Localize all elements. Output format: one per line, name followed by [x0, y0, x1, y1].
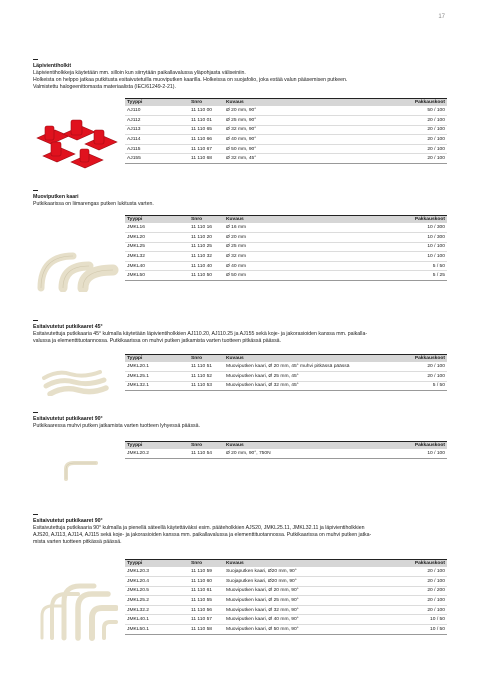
header-pakkauskoot: Pakkauskoot: [336, 99, 447, 107]
cell-snro: 11 110 40: [189, 261, 224, 271]
table-row: [125, 135, 447, 145]
cell-type: JMKL40.1: [125, 615, 189, 625]
cell-desc: Ø 40 mm, 90°: [224, 135, 336, 145]
product-image-45-bends: [40, 366, 110, 396]
section-putkikaaret-90-b: [33, 514, 447, 546]
cell-pack: 10 / 300: [316, 232, 447, 242]
cell-pack: 5 / 25: [316, 271, 447, 281]
cell-desc: Ø 32 mm, 90°: [224, 125, 336, 135]
section-desc-line: AJS20, AJ113, AJ114, AJ115 sekä koje- ja jakorasioiden kanssa mm. paikallavalussa ja elementtituotannossa. Putkikaarissa on muhvi putken jatka-: [33, 531, 372, 538]
table-row: [125, 242, 447, 252]
cell-type: JMKL32: [125, 252, 189, 262]
cell-type: JMKL50.1: [125, 624, 189, 634]
cell-type: JMKL20: [125, 232, 189, 242]
table-header-row: [125, 99, 447, 107]
cell-snro: 11 110 60: [189, 576, 224, 586]
cell-desc: Ø 20 mm: [224, 232, 316, 242]
table-row: [125, 615, 447, 625]
header-kuvaus: Kuvaus: [224, 216, 316, 224]
table-row: [125, 449, 447, 458]
cell-desc: Ø 20 mm, 90°, 750N: [224, 449, 355, 458]
table-row: [125, 144, 447, 154]
cell-pack: 10 / 50: [378, 624, 447, 634]
header-snro: Snro: [189, 99, 224, 107]
cell-desc: Muoviputken kaari, Ø 32 mm, 90°: [224, 605, 378, 615]
cell-pack: 20 / 100: [336, 135, 447, 145]
section-desc-line: Valmistettu halogeenittomasta materiaalista (IEC/61249-2-21).: [33, 83, 176, 90]
section-title: Muoviputken kaari: [33, 194, 79, 200]
cell-type: AJ110: [125, 106, 189, 115]
cell-desc: Suojaputken kaari, Ø20 mm, 90°: [224, 567, 378, 576]
cell-desc: Muoviputken kaari, Ø 20 mm, 90°: [224, 586, 378, 596]
header-pakkauskoot: Pakkauskoot: [378, 560, 447, 568]
cell-type: AJ113: [125, 125, 189, 135]
cell-pack: 20 / 100: [378, 605, 447, 615]
cell-pack: 20 / 100: [400, 371, 447, 381]
cell-type: AJ155: [125, 154, 189, 164]
header-pakkauskoot: Pakkauskoot: [316, 216, 447, 224]
section-desc-line: valussa ja elementtituotannossa. Putkikaarissa on muhvi putken jatkamista varten tuotteen pitkässä päässä.: [33, 337, 281, 344]
section-desc-line: Putkikaaressa muhvi putken jatkamista varten tuotteen lyhyessä päässä.: [33, 422, 200, 429]
table-row: [125, 624, 447, 634]
cell-snro: 11 110 54: [189, 449, 224, 458]
section-marker: [33, 59, 38, 60]
cell-snro: 11 110 55: [189, 596, 224, 606]
cell-type: AJ115: [125, 144, 189, 154]
cell-desc: Ø 20 mm, 90°: [224, 106, 336, 115]
header-tyyppi: Tyyppi: [125, 216, 189, 224]
cell-pack: 20 / 100: [378, 596, 447, 606]
product-image-90-bend: [60, 457, 100, 481]
cell-desc: Ø 16 mm: [224, 223, 316, 232]
header-pakkauskoot: Pakkauskoot: [400, 355, 447, 363]
table-row: [125, 596, 447, 606]
section-title: Esitaivutetut putkikaaret 90°: [33, 416, 103, 422]
section-marker: [33, 514, 38, 515]
cell-type: JMKL20.1: [125, 362, 189, 371]
cell-snro: 11 110 53: [189, 381, 224, 391]
table-header-row: [125, 216, 447, 224]
cell-type: JMKL40: [125, 261, 189, 271]
cell-type: JMKL50: [125, 271, 189, 281]
cell-desc: Ø 50 mm, 90°: [224, 144, 336, 154]
cell-pack: 5 / 50: [316, 261, 447, 271]
cell-snro: 11 110 67: [189, 144, 224, 154]
section-desc-line: Esitaivutettuja putkikaaria 45° kulmalla käytetään läpivientiholkkien AJ110.20, AJ110.25 ja AJ155 sekä koje- ja jakorasioiden kanssa mm. paikalla-: [33, 330, 368, 337]
section-desc-line: Esitaivutettuja putkikaaria 90° kulmalla ja pienellä säteellä käytettäväksi esim. pääteholkkien AJS20, JMKL25.11, JMKL32.11 ja läpivientiholkkien: [33, 524, 365, 531]
cell-desc: Muoviputken kaari, Ø 20 mm, 45° muhvi pitkässä päässä: [224, 362, 400, 371]
cell-snro: 11 110 01: [189, 115, 224, 125]
cell-snro: 11 110 57: [189, 615, 224, 625]
product-image-90-bends-set: [34, 572, 118, 642]
section-desc-line: Läpivientiholkkeja käytetään mm. silloin kun siirrytään paikallavalussa yläpohjasta väliseiniin.: [33, 69, 246, 76]
table-row: [125, 261, 447, 271]
cell-snro: 11 110 32: [189, 252, 224, 262]
cell-pack: 10 / 50: [378, 615, 447, 625]
cell-pack: 10 / 100: [316, 252, 447, 262]
table-putkikaaret-90-a: [125, 441, 447, 459]
header-pakkauskoot: Pakkauskoot: [355, 442, 447, 450]
cell-desc: Muoviputken kaari, Ø 40 mm, 90°: [224, 615, 378, 625]
table-muoviputken-kaari: [125, 215, 447, 281]
cell-pack: 20 / 100: [336, 144, 447, 154]
cell-snro: 11 110 66: [189, 135, 224, 145]
cell-pack: 5 / 50: [400, 381, 447, 391]
section-marker: [33, 320, 38, 321]
cell-type: JMKL32.1: [125, 381, 189, 391]
cell-type: JMKL32.2: [125, 605, 189, 615]
table-row: [125, 271, 447, 281]
table-row: [125, 223, 447, 232]
table-row: [125, 252, 447, 262]
section-putkikaaret-45: [33, 320, 447, 345]
cell-pack: 10 / 300: [316, 223, 447, 232]
cell-pack: 10 / 100: [316, 242, 447, 252]
section-marker: [33, 412, 38, 413]
cell-pack: 20 / 100: [378, 567, 447, 576]
page-number: 17: [438, 14, 445, 20]
table-putkikaaret-45: [125, 354, 447, 391]
cell-snro: 11 110 58: [189, 624, 224, 634]
cell-pack: 20 / 100: [336, 125, 447, 135]
cell-type: JMKL20.4: [125, 576, 189, 586]
cell-desc: Ø 32 mm: [224, 252, 316, 262]
cell-type: JMKL25: [125, 242, 189, 252]
section-title: Esitaivutetut putkikaaret 90°: [33, 518, 103, 524]
cell-pack: 20 / 100: [400, 362, 447, 371]
cell-snro: 11 110 25: [189, 242, 224, 252]
header-kuvaus: Kuvaus: [224, 442, 355, 450]
product-image-pipe-elbows: [33, 226, 119, 292]
section-desc-line: Holkeista on helppo jatkaa putkitusta esitaivutetuilla muoviputken kaarilla. Holkeissa on suojafolio, joka estää valun pääsemisen putkeen.: [33, 76, 348, 83]
header-tyyppi: Tyyppi: [125, 560, 189, 568]
cell-type: JMKL25.1: [125, 371, 189, 381]
cell-snro: 11 110 20: [189, 232, 224, 242]
cell-type: JMKL16: [125, 223, 189, 232]
cell-snro: 11 110 00: [189, 106, 224, 115]
table-row: [125, 381, 447, 391]
table-row: [125, 605, 447, 615]
cell-snro: 11 110 56: [189, 605, 224, 615]
cell-desc: Muoviputken kaari, Ø 50 mm, 90°: [224, 624, 378, 634]
product-image-red-bushings: [33, 112, 119, 176]
cell-snro: 11 110 59: [189, 567, 224, 576]
table-row: [125, 154, 447, 164]
table-row: [125, 125, 447, 135]
cell-desc: Suojaputken kaari, Ø20 mm, 90°: [224, 576, 378, 586]
cell-pack: 50 / 100: [336, 106, 447, 115]
header-kuvaus: Kuvaus: [224, 560, 378, 568]
cell-type: JMKL20.2: [125, 449, 189, 458]
cell-type: AJ114: [125, 135, 189, 145]
section-marker: [33, 190, 38, 191]
cell-desc: Ø 32 mm, 45°: [224, 154, 336, 164]
section-title: Esitaivutetut putkikaaret 45°: [33, 324, 103, 330]
table-row: [125, 567, 447, 576]
table-lapivientiholkit: [125, 98, 447, 164]
header-snro: Snro: [189, 355, 224, 363]
header-snro: Snro: [189, 442, 224, 450]
header-snro: Snro: [189, 216, 224, 224]
table-putkikaaret-90-b: [125, 559, 447, 635]
cell-desc: Muoviputken kaari, Ø 25 mm, 90°: [224, 596, 378, 606]
cell-pack: 20 / 100: [378, 576, 447, 586]
cell-snro: 11 110 68: [189, 154, 224, 164]
table-header-row: [125, 355, 447, 363]
header-tyyppi: Tyyppi: [125, 355, 189, 363]
cell-pack: 20 / 100: [336, 154, 447, 164]
cell-snro: 11 110 61: [189, 586, 224, 596]
cell-type: JMKL20.5: [125, 586, 189, 596]
header-snro: Snro: [189, 560, 224, 568]
cell-snro: 11 110 52: [189, 371, 224, 381]
cell-type: AJ112: [125, 115, 189, 125]
table-row: [125, 106, 447, 115]
header-tyyppi: Tyyppi: [125, 442, 189, 450]
section-desc-line: Putkikaarissa on liimarengas putken lukitusta varten.: [33, 200, 154, 207]
table-row: [125, 586, 447, 596]
section-lapivientiholkit: [33, 59, 447, 91]
cell-snro: 11 110 65: [189, 125, 224, 135]
table-row: [125, 362, 447, 371]
section-title: Läpivientiholkit: [33, 63, 72, 69]
table-row: [125, 576, 447, 586]
cell-desc: Ø 25 mm: [224, 242, 316, 252]
table-row: [125, 232, 447, 242]
cell-type: JMKL25.2: [125, 596, 189, 606]
section-muoviputken-kaari: [33, 190, 447, 208]
cell-desc: Ø 40 mm: [224, 261, 316, 271]
table-row: [125, 371, 447, 381]
cell-pack: 20 / 100: [336, 115, 447, 125]
section-putkikaaret-90-a: [33, 412, 447, 430]
cell-desc: Muoviputken kaari, Ø 32 mm, 45°: [224, 381, 400, 391]
cell-desc: Ø 50 mm: [224, 271, 316, 281]
cell-type: JMKL20.3: [125, 567, 189, 576]
cell-snro: 11 110 16: [189, 223, 224, 232]
cell-desc: Ø 25 mm, 90°: [224, 115, 336, 125]
header-kuvaus: Kuvaus: [224, 99, 336, 107]
table-header-row: [125, 442, 447, 450]
table-header-row: [125, 560, 447, 568]
cell-pack: 20 / 200: [378, 586, 447, 596]
header-tyyppi: Tyyppi: [125, 99, 189, 107]
cell-snro: 11 110 51: [189, 362, 224, 371]
cell-snro: 11 110 50: [189, 271, 224, 281]
cell-desc: Muoviputken kaari, Ø 25 mm, 45°: [224, 371, 400, 381]
header-kuvaus: Kuvaus: [224, 355, 400, 363]
table-row: [125, 115, 447, 125]
cell-pack: 10 / 100: [355, 449, 447, 458]
section-desc-line: mista varten tuotteen pitkässä päässä.: [33, 538, 122, 545]
